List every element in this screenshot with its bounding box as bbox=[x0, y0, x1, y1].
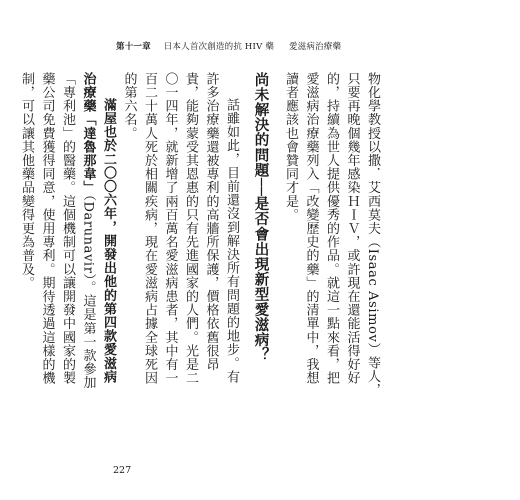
page-body bbox=[16, 72, 383, 397]
paragraph-2: 話雖如此，目前還沒到解決所有問題的地步。有許多治療藥還被專利的高牆所保護，價格依舊很昂貴，能夠蒙受其恩惠的只有先進國家的人們。光是二〇一四年，就新增了兩百萬名愛滋病患者，其中有一百二十萬人死於相關疾病，現在愛滋病占據全球死因的第六名。 bbox=[121, 72, 239, 385]
section-title: 愛滋病治療藥 bbox=[288, 42, 342, 52]
paragraph-3-bold-lead: 滿屋也於二〇〇六年，開發出他的第四款愛滋病治療藥「達魯那韋」 bbox=[80, 72, 116, 384]
paragraph-3 bbox=[16, 72, 119, 397]
paragraph-continuation: 物化學教授以撒．艾西莫夫（Isaac Asimov）等人，只要再晚個幾年感染ＨＩＶ，或許現在還能活得好好的，持續為世人提供優秀的作品。就這一點來看，把愛滋病治療藥列入「改變歷史的藥」的清單中，我想讀者應該也會贊同才是。 bbox=[283, 72, 380, 397]
section-heading: 尚未解決的問題──是否會出現新型愛滋病？ bbox=[252, 72, 269, 363]
paragraph-3-rest: （Darunavir）。這是第一款參加「專利池」的醫藥。這個機制可以讓開發中國家的製藥公司免費獲得同意，使用專利。期待透過這樣的機制，可以讓其他藥品變得更為普及。 bbox=[19, 72, 96, 390]
chapter-label: 第十一章 bbox=[116, 42, 151, 52]
book-title: 日本人首次創造的抗 HIV 藥 bbox=[163, 42, 275, 52]
running-header bbox=[116, 40, 341, 52]
page-number: 227 bbox=[113, 465, 132, 476]
